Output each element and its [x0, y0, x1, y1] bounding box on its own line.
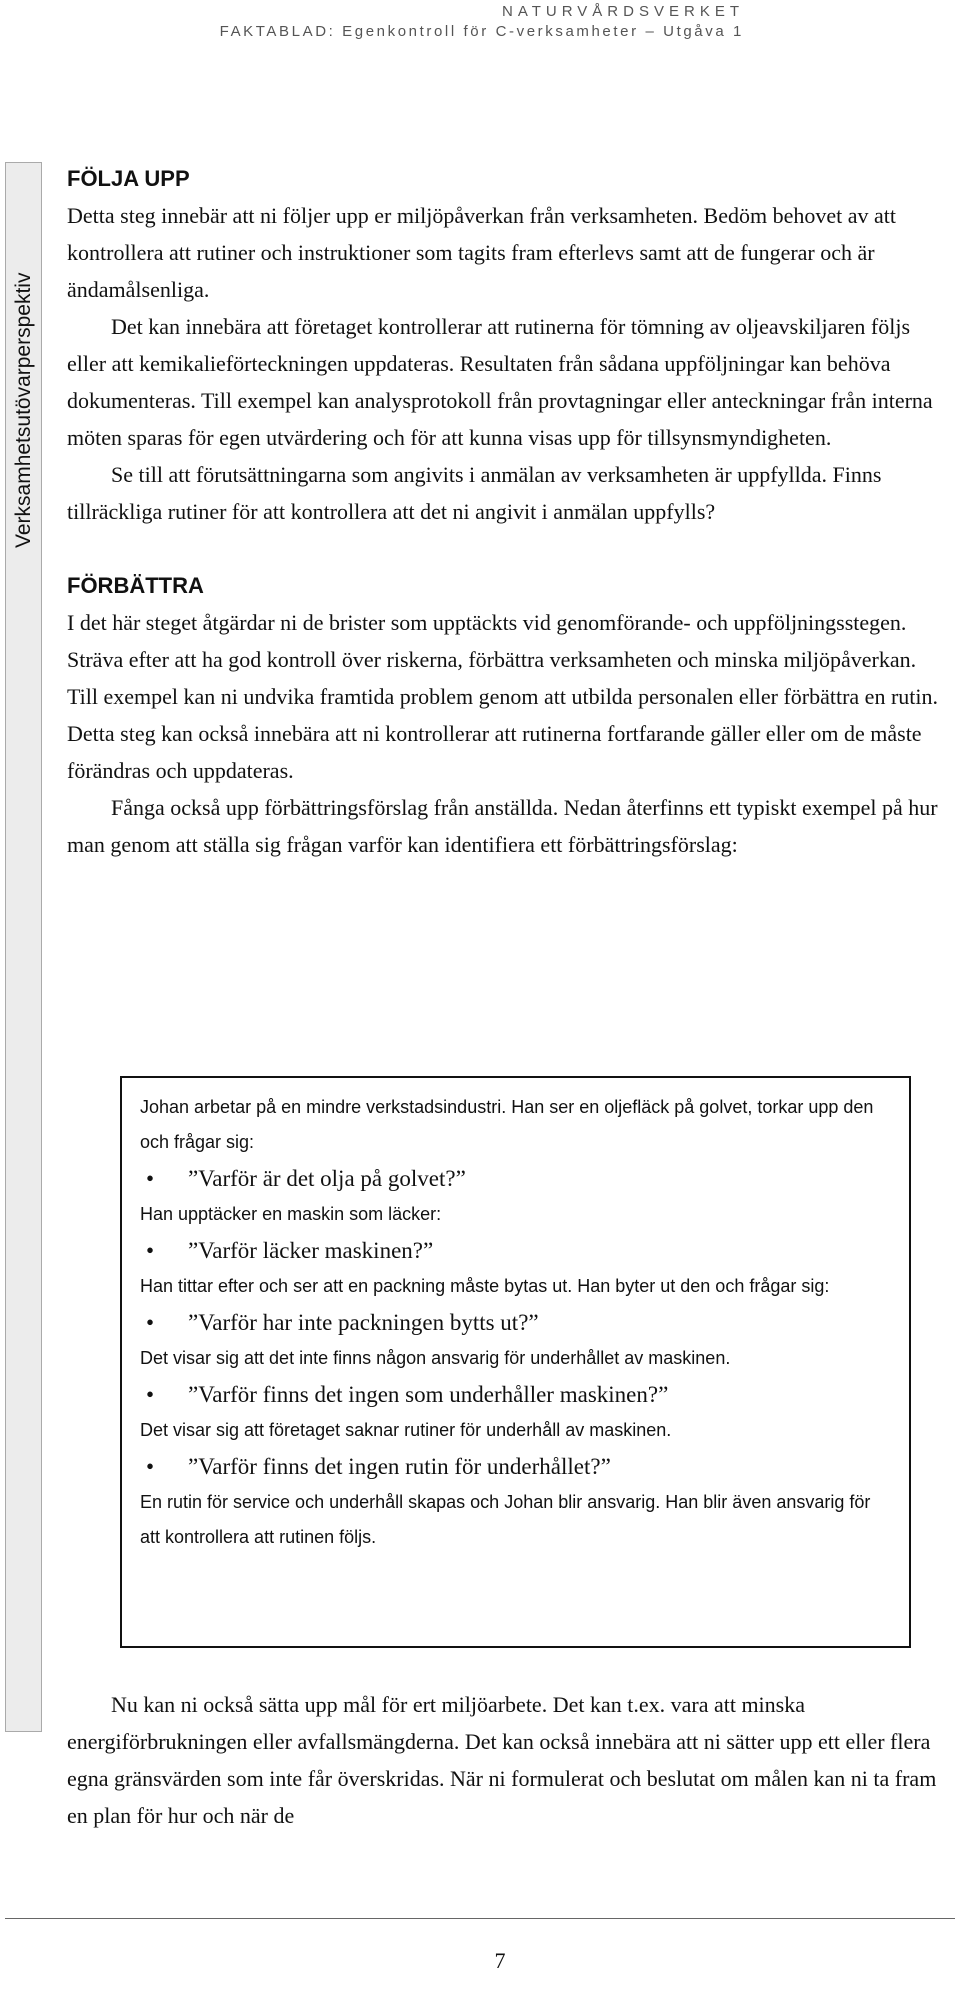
organization-name: NATURVÅRDSVERKET [502, 3, 744, 20]
example-text: Det visar sig att det inte finns någon ansvarig för underhållet av maskinen. [140, 1348, 731, 1368]
example-text: Han tittar efter och ser att en packning måste bytas ut. Han byter ut den och frågar sig: [140, 1276, 830, 1296]
question-text: ”Varför är det olja på golvet?” [188, 1166, 466, 1191]
question-text: ”Varför har inte packningen bytts ut?” [188, 1310, 539, 1335]
improve-paragraph-1: I det här steget åtgärdar ni de brister som upptäckts vid genomförande- och uppföljningsstegen. Sträva efter att ha god kontroll över riskerna, förbättra verksamheten och minska miljöpåverkan. Till exempel kan ni undvika framtida problem genom att utbilda personalen eller förbättra en rutin. Detta steg kan också innebära att ni kontrollerar att rutinerna fortfarande gäller eller om de måste förändras och uppdateras. [67, 610, 938, 783]
example-text: Han upptäcker en maskin som läcker: [140, 1204, 442, 1224]
follow-paragraph-1: Detta steg innebär att ni följer upp er miljöpåverkan från verksamheten. Bedöm behovet av att kontrollera att rutiner och instruktioner som tagits fram efterlevs samt att de fungerar och är ändamålsenliga. [67, 203, 896, 302]
bullet-icon: • [145, 1310, 155, 1335]
example-question [140, 1448, 893, 1485]
page-number: 7 [494, 1948, 506, 1973]
factsheet-subtitle: FAKTABLAD: Egenkontroll för C-verksamheter – Utgåva 1 [219, 23, 744, 40]
improve-paragraph-2: Fånga också upp förbättringsförslag från anställda. Nedan återfinns ett typiskt exempel på hur man genom att ställa sig frågan varför kan identifiera ett förbättringsförslag: [67, 795, 938, 857]
follow-paragraph-2: Det kan innebära att företaget kontrollerar att rutinerna för tömning av oljeavskiljaren följs eller att kemikalieförteckningen uppdateras. Resultaten från sådana uppföljningar kan behöva dokumenteras. Till exempel kan analysprotokoll från provtagningar eller anteckningar från interna möten sparas för egen utvärdering och för att kunna visas upp för tillsynsmyndigheten. [67, 314, 933, 450]
follow-paragraph-3: Se till att förutsättningarna som angivits i anmälan av verksamheten är uppfyllda. Finns tillräckliga rutiner för att kontrollera att det ni angivit i anmälan uppfylls? [67, 462, 882, 524]
question-text: ”Varför finns det ingen rutin för underhållet?” [188, 1454, 611, 1479]
example-question [140, 1304, 893, 1341]
main-content [67, 160, 947, 863]
question-text: ”Varför läcker maskinen?” [188, 1238, 434, 1263]
bullet-icon: • [145, 1166, 155, 1191]
footer-divider [5, 1918, 955, 1919]
example-question [140, 1160, 893, 1197]
example-question [140, 1232, 893, 1269]
bullet-icon: • [145, 1382, 155, 1407]
example-question [140, 1376, 893, 1413]
side-tab [5, 162, 42, 1732]
side-tab-label: Verksamhetsutövarperspektiv [11, 272, 35, 548]
bullet-icon: • [145, 1454, 155, 1479]
closing-section [67, 1686, 949, 1834]
question-text: ”Varför finns det ingen som underhåller maskinen?” [188, 1382, 669, 1407]
bullet-icon: • [145, 1238, 155, 1263]
example-text: Johan arbetar på en mindre verkstadsindustri. Han ser en oljefläck på golvet, torkar upp den och frågar sig: [140, 1097, 874, 1152]
heading-follow-up: FÖLJA UPP [67, 166, 190, 191]
example-text: Det visar sig att företaget saknar rutiner för underhåll av maskinen. [140, 1420, 672, 1440]
example-box [120, 1076, 911, 1648]
page-header [220, 0, 744, 42]
heading-improve: FÖRBÄTTRA [67, 573, 204, 598]
closing-paragraph: Nu kan ni också sätta upp mål för ert miljöarbete. Det kan t.ex. vara att minska energiförbrukningen eller avfallsmängderna. Det kan också innebära att ni sätter upp ett eller flera egna gränsvärden som inte får överskridas. När ni formulerat och beslutat om målen kan ni ta fram en plan för hur och när de [67, 1692, 937, 1828]
example-text: En rutin för service och underhåll skapas och Johan blir ansvarig. Han blir även ansvarig för att kontrollera att rutinen följs. [140, 1492, 871, 1547]
